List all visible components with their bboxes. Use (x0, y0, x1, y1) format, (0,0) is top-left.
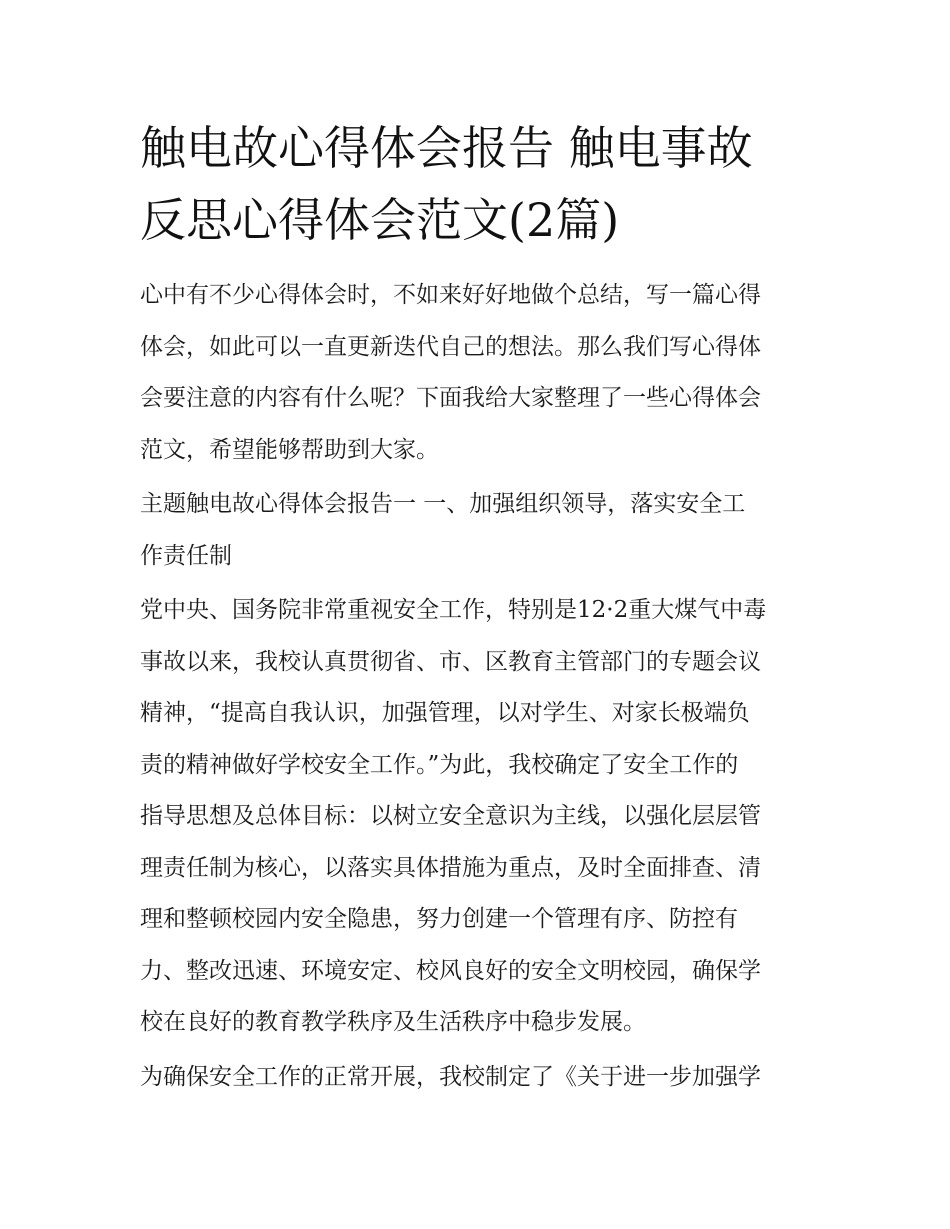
text-line: 体会，如此可以一直更新迭代自己的想法。那么我们写心得体 (140, 333, 761, 360)
text-line: 范文，希望能够帮助到大家。 (140, 436, 439, 463)
text-line: 会要注意的内容有什么呢？下面我给大家整理了一些心得体会 (140, 385, 761, 411)
text-line: 理责任制为核心，以落实具体措施为重点，及时全面排查、清 (140, 854, 761, 881)
text-line: 理和整顿校园内安全隐患，努力创建一个管理有序、防控有 (140, 906, 738, 932)
text-line: 作责任制 (140, 542, 232, 569)
text-line: 为确保安全工作的正常开展，我校制定了《关于进一步加强学 (140, 1063, 761, 1090)
title-line-1: 触电故心得体会报告 触电事故 (140, 121, 753, 175)
text-line: 事故以来，我校认真贯彻省、市、区教育主管部门的专题会议 (140, 648, 761, 675)
document-body (140, 112, 812, 1106)
title-line-2: 反思心得体会范文(2篇) (140, 193, 620, 247)
text-line: 力、整改迅速、环境安定、校风良好的安全文明校园，确保学 (140, 957, 761, 984)
paragraph-section-heading (140, 479, 812, 582)
paragraph-continued (140, 1052, 812, 1104)
text-line: 指导思想及总体目标：以树立安全意识为主线，以强化层层管 (140, 803, 761, 829)
paragraph-intro (140, 270, 812, 476)
paragraph-body (140, 585, 812, 1049)
text-line: 主题触电故心得体会报告一 一、加强组织领导，落实安全工 (140, 491, 746, 517)
text-line: 校在良好的教育教学秩序及生活秩序中稳步发展。 (140, 1009, 646, 1035)
text-line: 精神，“提高自我认识，加强管理，以对学生、对家长极端负 (140, 700, 750, 726)
text-line: 责的精神做好学校安全工作。”为此，我校确定了安全工作的 (140, 751, 739, 778)
text-line: 党中央、国务院非常重视安全工作，特别是12·2重大煤气中毒 (140, 597, 767, 623)
text-line: 心中有不少心得体会时，不如来好好地做个总结，写一篇心得 (140, 282, 761, 308)
document-title (140, 112, 812, 256)
